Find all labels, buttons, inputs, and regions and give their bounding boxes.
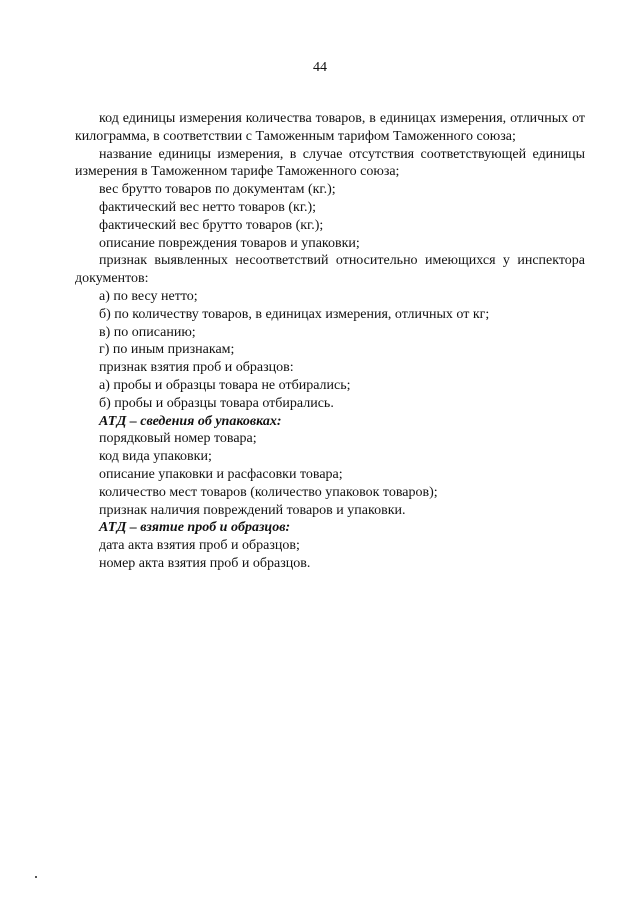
paragraph: б) по количеству товаров, в единицах измерения, отличных от кг; — [99, 306, 490, 322]
paragraph: вес брутто товаров по документам (кг.); — [99, 182, 336, 198]
paragraph: фактический вес брутто товаров (кг.); — [99, 217, 324, 233]
paragraph: признак взятия проб и образцов: — [99, 360, 294, 376]
paragraph: код вида упаковки; — [99, 449, 212, 465]
scan-speck — [35, 876, 37, 878]
paragraph: количество мест товаров (количество упаковок товаров); — [99, 484, 438, 500]
paragraph: фактический вес нетто товаров (кг.); — [99, 199, 317, 215]
section-heading: АТД – сведения об упаковках: — [99, 413, 282, 429]
paragraph: г) по иным признакам; — [99, 342, 235, 358]
paragraph: б) пробы и образцы товара отбирались. — [99, 395, 334, 411]
paragraph: признак наличия повреждений товаров и упаковки. — [99, 502, 406, 518]
paragraph: а) пробы и образцы товара не отбирались; — [99, 377, 351, 393]
section-heading: АТД – взятие проб и образцов: — [99, 520, 291, 536]
document-body — [75, 110, 585, 573]
paragraph: код единицы измерения количества товаров, в единицах измерения, отличных от килограмма, в соответствии с Таможенным тарифом Таможенного союза; — [75, 111, 585, 144]
paragraph: название единицы измерения, в случае отсутствия соответствующей единицы измерения в Таможенном тарифе Таможенного союза; — [75, 146, 585, 180]
paragraph: в) по описанию; — [99, 324, 196, 340]
paragraph: а) по весу нетто; — [99, 288, 198, 304]
paragraph: дата акта взятия проб и образцов; — [99, 538, 300, 554]
paragraph: описание упаковки и расфасовки товара; — [99, 466, 343, 482]
page-number: 44 — [313, 60, 327, 75]
paragraph: порядковый номер товара; — [99, 431, 257, 447]
paragraph: описание повреждения товаров и упаковки; — [99, 235, 360, 251]
paragraph: признак выявленных несоответствий относительно имеющихся у инспектора документов: — [75, 253, 585, 287]
paragraph: номер акта взятия проб и образцов. — [99, 555, 311, 571]
